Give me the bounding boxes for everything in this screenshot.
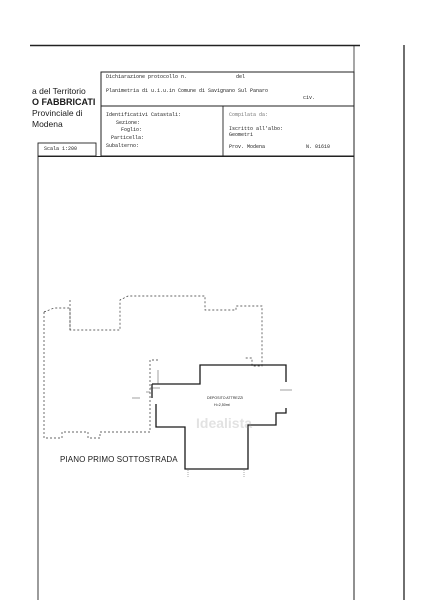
civ-label: civ.: [303, 95, 316, 101]
room-height: H=2,50mt: [214, 403, 230, 407]
sezione-label: Sezione:: [116, 120, 141, 126]
compiled-by-label: Compilata da:: [229, 112, 269, 118]
office-line-2: O FABBRICATI: [32, 97, 96, 107]
office-line-3: Provinciale di: [32, 108, 83, 118]
declaration-del-label: del: [236, 74, 246, 80]
floor-label: PIANO PRIMO SOTTOSTRADA: [60, 455, 178, 464]
identifiers-title: Identificativi Catastali:: [106, 112, 182, 118]
declaration-label: Dichiarazione protocollo n.: [106, 74, 188, 80]
scale-label: Scala 1:200: [44, 146, 78, 152]
foglio-label: Foglio:: [121, 127, 143, 133]
room-name: DEPOSITO ATTREZZI: [207, 396, 244, 400]
office-line-4: Modena: [32, 119, 63, 129]
floorplan-label: Planimetria di u.i.u.in Comune di Savignano Sul Panaro: [106, 88, 269, 94]
profession-label: Geometri: [229, 132, 254, 138]
registration-number: N. 01610: [306, 144, 331, 150]
registered-label: Iscritto all'albo:: [229, 126, 284, 132]
subalterno-label: Subalterno:: [106, 143, 140, 149]
watermark-logo: Idealista: [196, 415, 253, 431]
office-line-1: a del Territorio: [32, 86, 86, 96]
particella-label: Particella:: [111, 135, 145, 141]
province-label: Prov. Modena: [229, 144, 266, 150]
